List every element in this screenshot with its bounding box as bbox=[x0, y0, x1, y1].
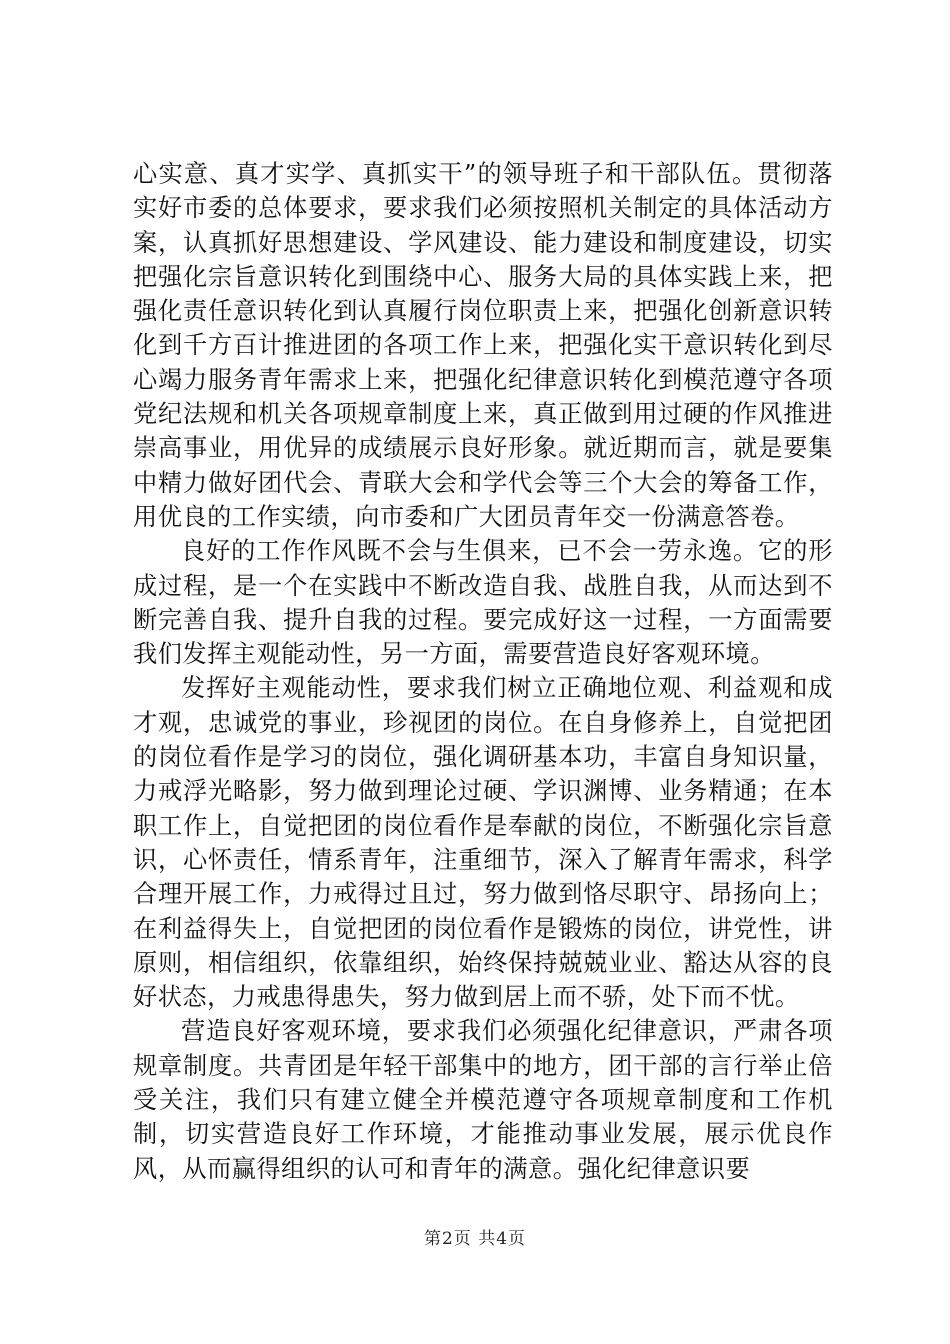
page-footer: 第2页 共4页 bbox=[423, 1229, 527, 1249]
paragraph-continuation: 心实意、真才实学、真抓实干”的领导班子和干部队伍。贯彻落实好市委的总体要求，要求我们必须按照机关制定的具体活动方案，认真抓好思想建设、学风建设、能力建设和制度建设，切实把强化宗旨意识转化到围绕中心、服务大局的具体实践上来，把强化责任意识转化到认真履行岗位职责上来，把强化创新意识转化到千方百计推进团的各项工作上来，把强化实干意识转化到尽心竭力服务青年需求上来，把强化纪律意识转化到模范遵守各项党纪法规和机关各项规章制度上来，真正做到用过硬的作风推进崇高事业，用优异的成绩展示良好形象。就近期而言，就是要集中精力做好团代会、青联大会和学代会等三个大会的筹备工作，用优良的工作实绩，向市委和广大团员青年交一份满意答卷。 bbox=[133, 160, 833, 531]
paragraph-work-style: 良好的工作作风既不会与生俱来，已不会一劳永逸。它的形成过程，是一个在实践中不断改造自我、战胜自我，从而达到不断完善自我、提升自我的过程。要完成好这一过程，一方面需要我们发挥主观能动性，另一方面，需要营造良好客观环境。 bbox=[133, 537, 833, 669]
document-body bbox=[133, 157, 833, 1186]
paragraph-environment: 营造良好客观环境，要求我们必须强化纪律意识，严肃各项规章制度。共青团是年轻干部集中的地方，团干部的言行举止倍受关注，我们只有建立健全并模范遵守各项规章制度和工作机制，切实营造良好工作环境，才能推动事业发展，展示优良作风，从而赢得组织的认可和青年的满意。强化纪律意识要 bbox=[133, 1017, 833, 1183]
paragraph-initiative: 发挥好主观能动性，要求我们树立正确地位观、利益观和成才观，忠诚党的事业，珍视团的岗位。在自身修养上，自觉把团的岗位看作是学习的岗位，强化调研基本功，丰富自身知识量，力戒浮光略影，努力做到理论过硬、学识渊博、业务精通；在本职工作上，自觉把团的岗位看作是奉献的岗位，不断强化宗旨意识，心怀责任，情系青年，注重细节，深入了解青年需求，科学合理开展工作，力戒得过且过，努力做到恪尽职守、昂扬向上；在利益得失上，自觉把团的岗位看作是锻炼的岗位，讲党性，讲原则，相信组织，依靠组织，始终保持兢兢业业、豁达从容的良好状态，力戒患得患失，努力做到居上而不骄，处下而不忧。 bbox=[133, 674, 833, 1012]
